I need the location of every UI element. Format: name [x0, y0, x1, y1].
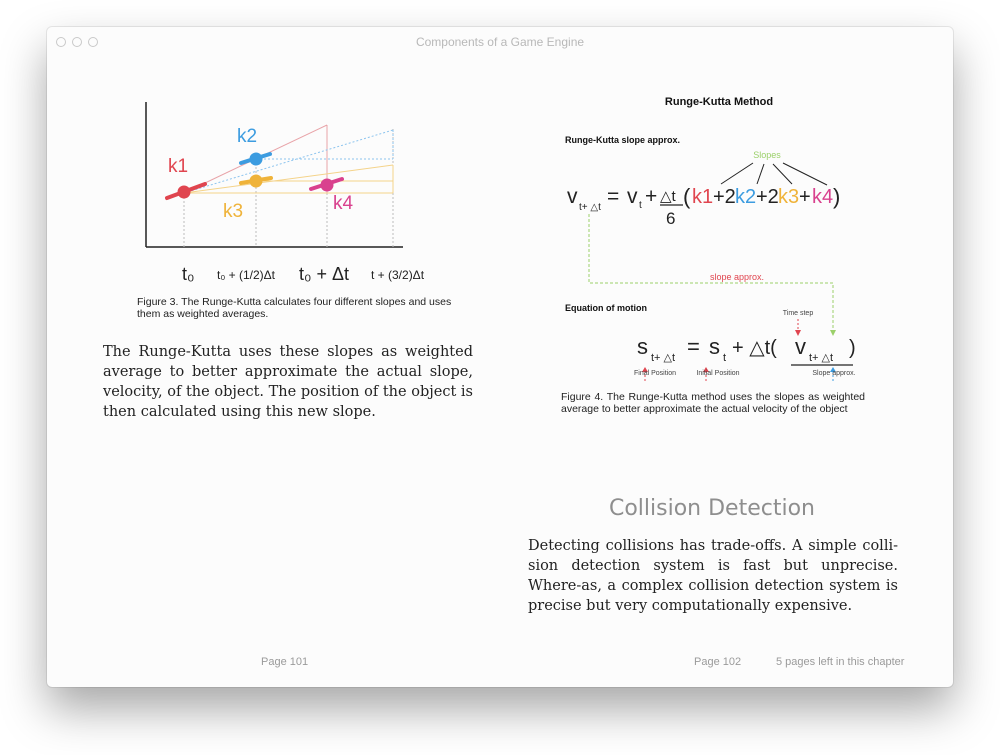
tick-label-t0: t₀ — [182, 264, 195, 284]
eq2-plus-dt: + △t( — [732, 337, 777, 359]
tick-label-t0-half: t₀ + (1/2)Δt — [217, 268, 276, 282]
tick-label-t-3half: t + (3/2)Δt — [371, 268, 425, 282]
eq2-st: s — [709, 334, 720, 359]
figure-4-title: Runge-Kutta Method — [664, 96, 774, 108]
figure-4-runge-kutta-method — [559, 91, 881, 381]
section-heading-collision-detection: Collision Detection — [608, 496, 815, 521]
eq2-s: s — [637, 334, 648, 359]
eq1-frac-num: △t — [660, 188, 676, 205]
reader-window — [47, 27, 953, 687]
eq1-v: v — [567, 185, 578, 208]
eq2-s-subscript: t+ △t — [651, 352, 676, 364]
final-position-label: Final Position — [633, 370, 677, 377]
window-title: Components of a Game Engine — [415, 35, 585, 49]
eq1-equals: = — [607, 185, 620, 208]
eq1-plus: + — [799, 186, 811, 208]
initial-position-label: Initial Position — [696, 370, 740, 377]
right-page-paragraph: Detecting collisions has trade-offs. A simple colli-sion detection system is fast but unprecise. Where-as, a complex collision detection system is precise but very computationally expensive. — [528, 538, 898, 614]
left-page-paragraph: The Runge-Kutta uses these slopes as weighted average to better approximate the actual slope, velocity, of the object. The position of the object is then calculated using this new slope. — [103, 344, 473, 420]
eq1-k4: k4 — [812, 186, 834, 208]
figure-3-caption: Figure 3. The Runge-Kutta calculates four different slopes and uses them as weighted averages. — [137, 296, 452, 320]
eq2-v-subscript: t+ △t — [809, 352, 834, 364]
eq1-k1: k1 — [692, 186, 714, 208]
k1-label: k1 — [168, 156, 189, 177]
k2-label: k2 — [237, 126, 258, 147]
eq1-plus2-b: +2 — [756, 186, 779, 208]
eq1-vt: v — [627, 185, 638, 208]
eq1-k3: k3 — [778, 186, 800, 208]
time-step-label: Time step — [782, 310, 814, 317]
k3-label: k3 — [223, 201, 244, 222]
equation-of-motion — [637, 334, 856, 365]
k4-label: k4 — [333, 193, 354, 214]
eq2-close-paren: ) — [849, 337, 856, 359]
figure-4-caption: Figure 4. The Runge-Kutta method uses the slopes as weighted average to better approximate the actual velocity of the object — [561, 391, 865, 415]
left-page-number: Page 101 — [261, 656, 309, 668]
right-page-number: Page 102 — [694, 656, 742, 668]
eq1-frac-den: 6 — [666, 209, 676, 228]
tick-label-t0-dt: t₀ + Δt — [299, 264, 350, 284]
eq1-k2: k2 — [735, 186, 757, 208]
motion-section-label: Equation of motion — [565, 303, 647, 313]
eq1-v-subscript: t+ △t — [579, 202, 601, 213]
eq2-st-subscript: t — [723, 352, 727, 364]
eq1-plus2-a: +2 — [713, 186, 736, 208]
pages-left-in-chapter: 5 pages left in this chapter — [776, 656, 905, 668]
slopes-label: Slopes — [753, 150, 781, 160]
rk-velocity-equation — [567, 184, 840, 228]
slope-section-label: Runge-Kutta slope approx. — [565, 135, 681, 145]
k4-slope-mark — [311, 179, 342, 192]
eq1-close-paren: ) — [833, 184, 841, 209]
eq1-plus: + — [645, 185, 658, 208]
eq2-equals: = — [687, 334, 700, 359]
slope-approx-label: Slope approx. — [812, 370, 856, 377]
slope-approx-link-label: slope approx. — [709, 272, 765, 282]
eq1-vt-subscript: t — [639, 200, 642, 211]
eq1-open-paren: ( — [683, 184, 691, 209]
eq2-v: v — [795, 334, 806, 359]
figure-3-runge-kutta-slopes — [137, 97, 457, 287]
